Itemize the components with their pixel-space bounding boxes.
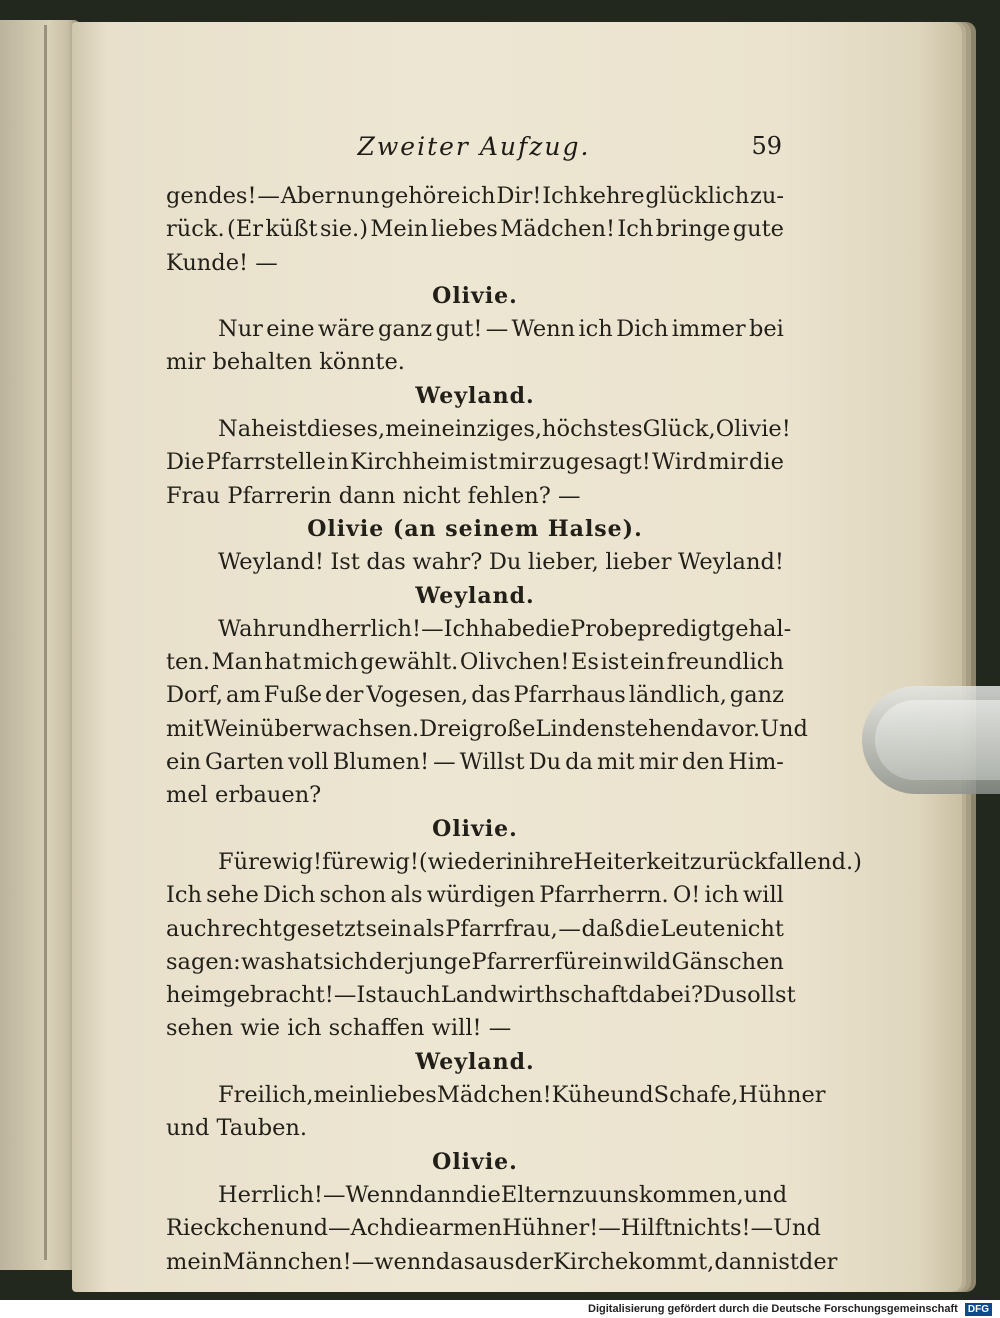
running-title: Zweiter Aufzug. (357, 132, 591, 161)
text-line: Für ewig! für ewig! (wieder in ihre Heiterkeit zurückfallend.) (218, 848, 862, 875)
text-line: und Tauben. (166, 1115, 308, 1142)
text-line: Weyland! Ist das wahr? Du lieber, lieber Weyland! (218, 549, 784, 576)
text-line: Dorf, am Fuße der Vogesen, das Pfarrhaus ländlich, ganz (166, 682, 784, 709)
speaker-heading: Olivie. (432, 1148, 518, 1175)
text-line: Rieckchen und — Ach die armen Hühner! — Hilft nichts! — Und (166, 1215, 821, 1242)
text-line: sehen wie ich schaffen will! — (166, 1015, 512, 1042)
speaker-heading: Olivie. (432, 815, 518, 842)
text-line: Ich sehe Dich schon als würdigen Pfarrherrn. O! ich will (166, 882, 784, 909)
text-line: Herrlich! — Wenn dann die Eltern zu uns kommen, und (218, 1181, 788, 1208)
speaker-heading: Weyland. (415, 382, 535, 409)
text-line: sagen: was hat sich der junge Pfarrer für ein wild Gänschen (166, 948, 784, 975)
text-line: Wahr und herrlich! — Ich habe die Probepredigt gehal- (218, 615, 792, 642)
text-line: mein Männchen! — wenn das aus der Kirche kommt, dann ist der (166, 1248, 838, 1275)
page-gutter-line (44, 25, 47, 1260)
text-line: Nur eine wäre ganz gut! — Wenn ich Dich immer bei (218, 316, 784, 343)
footer-credit-text: Digitalisierung gefördert durch die Deutsche Forschungsgemeinschaft (588, 1303, 958, 1315)
text-line: Frau Pfarrerin dann nicht fehlen? — (166, 482, 581, 509)
text-line: Die Pfarrstelle in Kirchheim ist mir zugesagt! Wird mir die (166, 449, 784, 476)
page-clip-highlight (875, 700, 1000, 780)
text-line: mir behalten könnte. (166, 349, 405, 376)
text-line: ten. Man hat mich gewählt. Olivchen! Es ist ein freundlich (166, 649, 784, 676)
text-line: ein Garten voll Blumen! — Willst Du da mit mir den Him- (166, 749, 784, 776)
left-page-edge (0, 20, 80, 1270)
speaker-heading: Weyland. (415, 582, 535, 609)
speaker-heading: Weyland. (415, 1048, 535, 1075)
dfg-logo: DFG (965, 1303, 992, 1316)
text-line: heimgebracht! — Ist auch Landwirthschaft dabei? Du sollst (166, 982, 796, 1009)
text-line: Nahe ist dieses, mein einziges, höchstes Glück, Olivie! (218, 416, 791, 443)
text-line: rück. (Er küßt sie.) Mein liebes Mädchen! Ich bringe gute (166, 216, 784, 243)
page-number: 59 (751, 132, 782, 160)
text-line: mel erbauen? (166, 782, 322, 809)
page-header (166, 132, 782, 166)
text-line: mit Wein überwachsen. Drei große Linden stehen davor. Und (166, 715, 808, 742)
speaker-heading: Olivie (an seinem Halse). (307, 515, 643, 542)
text-line: Kunde! — (166, 249, 278, 276)
text-line: auch recht gesetzt sein als Pfarrfrau, — daß die Leute nicht (166, 915, 784, 942)
text-line: gendes! — Aber nun gehöre ich Dir! Ich kehre glücklich zu- (166, 183, 784, 209)
footer-credit (0, 1300, 1000, 1318)
page-text (166, 180, 862, 1279)
speaker-heading: Olivie. (432, 282, 518, 309)
text-line: Freilich, mein liebes Mädchen! Kühe und Schafe, Hühner (218, 1082, 826, 1109)
